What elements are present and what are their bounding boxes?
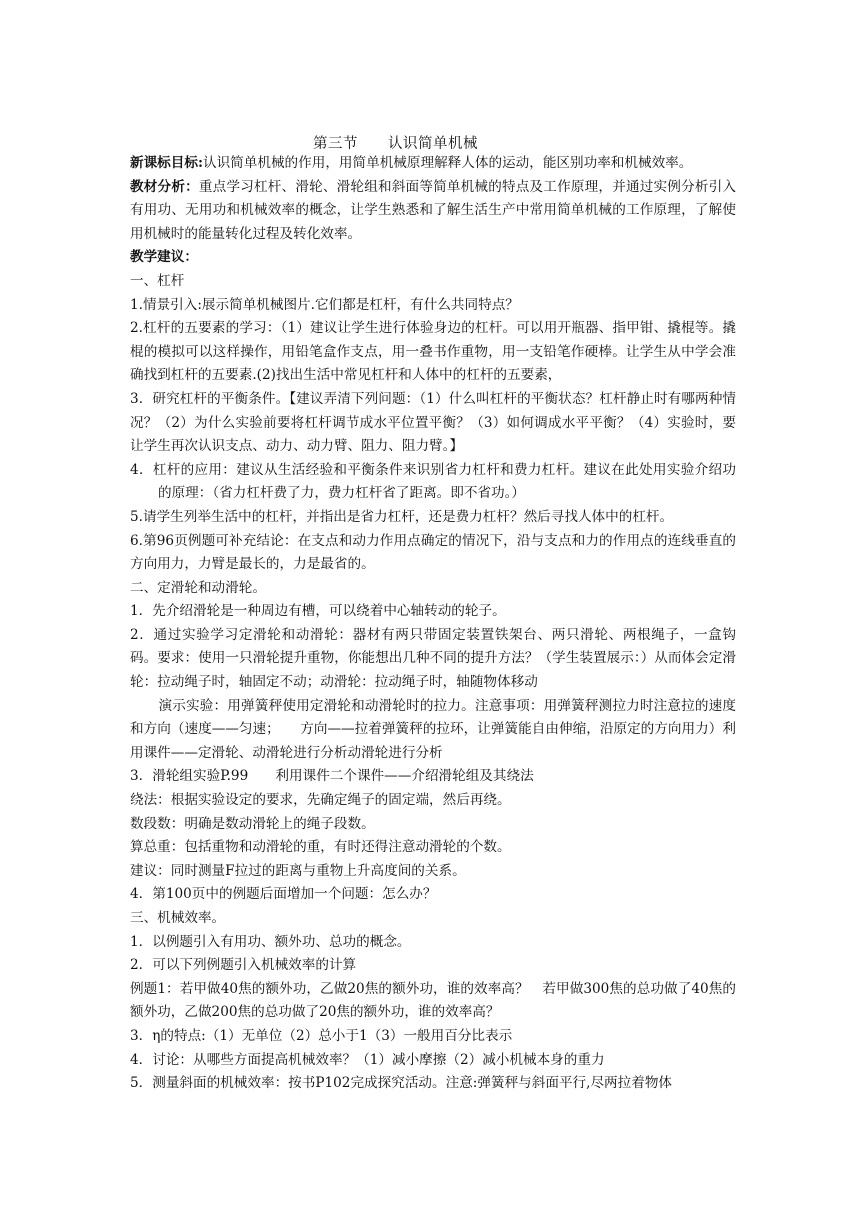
analysis-paragraph bbox=[130, 176, 736, 247]
section2-item-3: 3．滑轮组实验P.99 利用课件二个课件——介绍滑轮组及其绕法 bbox=[130, 768, 534, 785]
goal-paragraph bbox=[130, 152, 736, 176]
section2-item-4: 4．第100页中的例题后面增加一个问题：怎么办？ bbox=[130, 886, 437, 903]
section3-item-5: 5．测量斜面的机械效率：按书P102完成探究活动。注意:弹簧秤与斜面平行,尽两拉着物体 bbox=[130, 1075, 673, 1092]
section3-item-4: 4．讨论：从哪些方面提高机械效率？（1）减小摩擦（2）减小机械本身的重力 bbox=[130, 1051, 605, 1068]
section1-item-2: 2.杠杆的五要素的学习：（1）建议让学生进行体验身边的杠杆。可以用开瓶器、指甲钳、撬棍等。撬棍的模拟可以这样操作，用铅笔盒作支点，用一叠书作重物，用一支铅笔作硬棒。让学生从中学会准确找到杠杆的五要素.(2)找出生活中常见杠杆和人体中的杠杆的五要素， bbox=[130, 320, 736, 384]
document-body bbox=[130, 152, 736, 1096]
section2-item-2: 2．通过实验学习定滑轮和动滑轮：器材有两只带固定装置铁架台、两只滑轮、两根绳子，一盒钩码。要求：使用一只滑轮提升重物，你能想出几种不同的提升方法？（学生装置展示：）从而体会定滑轮：拉动绳子时，轴固定不动；动滑轮：拉动绳子时，轴随物体移动 bbox=[130, 626, 736, 691]
analysis-label: 教材分析： bbox=[130, 178, 199, 195]
section3-item-2: 2．可以下列例题引入机械效率的计算 bbox=[130, 957, 357, 974]
section1-item-5: 5.请学生列举生活中的杠杆，并指出是省力杠杆，还是费力杠杆？然后寻找人体中的杠杆。 bbox=[130, 508, 674, 525]
section1-item-3: 3．研究杠杆的平衡条件。【建议弄清下列问题：（1）什么叫杠杆的平衡状态？杠杆静止时有哪两种情况？（2）为什么实验前要将杠杆调节成水平位置平衡？（3）如何调成水平平衡？（4）实验时，要让学生再次认识支点、动力、动力臂、阻力、阻力臂。】 bbox=[130, 390, 736, 455]
suggestion-heading: 教学建议： bbox=[130, 249, 198, 266]
section3-heading: 三、机械效率。 bbox=[130, 910, 226, 926]
page-title: 第三节 认识简单机械 bbox=[313, 136, 478, 152]
section1-item-1: 1.情景引入:展示简单机械图片.它们都是杠杆，有什么共同特点？ bbox=[130, 296, 519, 313]
section1-item-6: 6.第96页例题可补充结论：在支点和动力作用点确定的情况下，沿与支点和力的作用点的连线垂直的方向用力，力臂是最长的，力是最省的。 bbox=[130, 532, 736, 573]
section2-weight-note: 算总重：包括重物和动滑轮的重，有时还得注意动滑轮的个数。 bbox=[130, 839, 511, 856]
section3-example-1: 例题1：若甲做40焦的额外功，乙做20焦的额外功，谁的效率高？ 若甲做300焦的总功做了40焦的额外功，乙做200焦的总功做了20焦的额外功，谁的效率高？ bbox=[130, 980, 736, 1021]
section1-item-4: 4．杠杆的应用：建议从生活经验和平衡条件来识别省力杠杆和费力杠杆。建议在此处用实验介绍功的原理：（省力杠杆费了力，费力杠杆省了距离。即不省功。） bbox=[130, 461, 736, 502]
section3-item-3: 3．η的特点:（1）无单位（2）总小于1（3）一般用百分比表示 bbox=[130, 1027, 513, 1044]
section2-winding-note: 绕法：根据实验设定的要求，先确定绳子的固定端，然后再绕。 bbox=[130, 792, 511, 809]
section2-count-note: 数段数：明确是数动滑轮上的绳子段数。 bbox=[130, 815, 375, 832]
section1-heading: 一、杠杆 bbox=[130, 272, 185, 289]
analysis-text: 重点学习杠杆、滑轮、滑轮组和斜面等简单机械的特点及工作原理，并通过实例分析引入有用功、无用功和机械效率的概念，让学生熟悉和了解生活生产中常用简单机械的工作原理，了解使用机械时的能量转化过程及转化效率。 bbox=[130, 178, 737, 242]
section2-suggestion-note: 建议：同时测量F拉过的距离与重物上升高度间的关系。 bbox=[130, 862, 466, 879]
goal-text: 认识简单机械的作用，用简单机械原理解释人体的运动，能区别功率和机械效率。 bbox=[203, 155, 693, 171]
goal-label: 新课标目标: bbox=[130, 155, 203, 171]
section2-demo-paragraph: 演示实验：用弹簧秤使用定滑轮和动滑轮时的拉力。注意事项：用弹簧秤测拉力时注意拉的速度和方向（速度——匀速； 方向——拉着弹簧秤的拉环，让弹簧能自由伸缩，沿原定的方向用力）利用课件——定滑轮、动滑轮进行分析动滑轮进行分析 bbox=[130, 697, 736, 761]
section2-heading: 二、定滑轮和动滑轮。 bbox=[130, 579, 266, 596]
section2-item-1: 1．先介绍滑轮是一种周边有槽，可以绕着中心轴转动的轮子。 bbox=[130, 603, 506, 620]
section3-item-1: 1．以例题引入有用功、额外功、总功的概念。 bbox=[130, 933, 411, 950]
